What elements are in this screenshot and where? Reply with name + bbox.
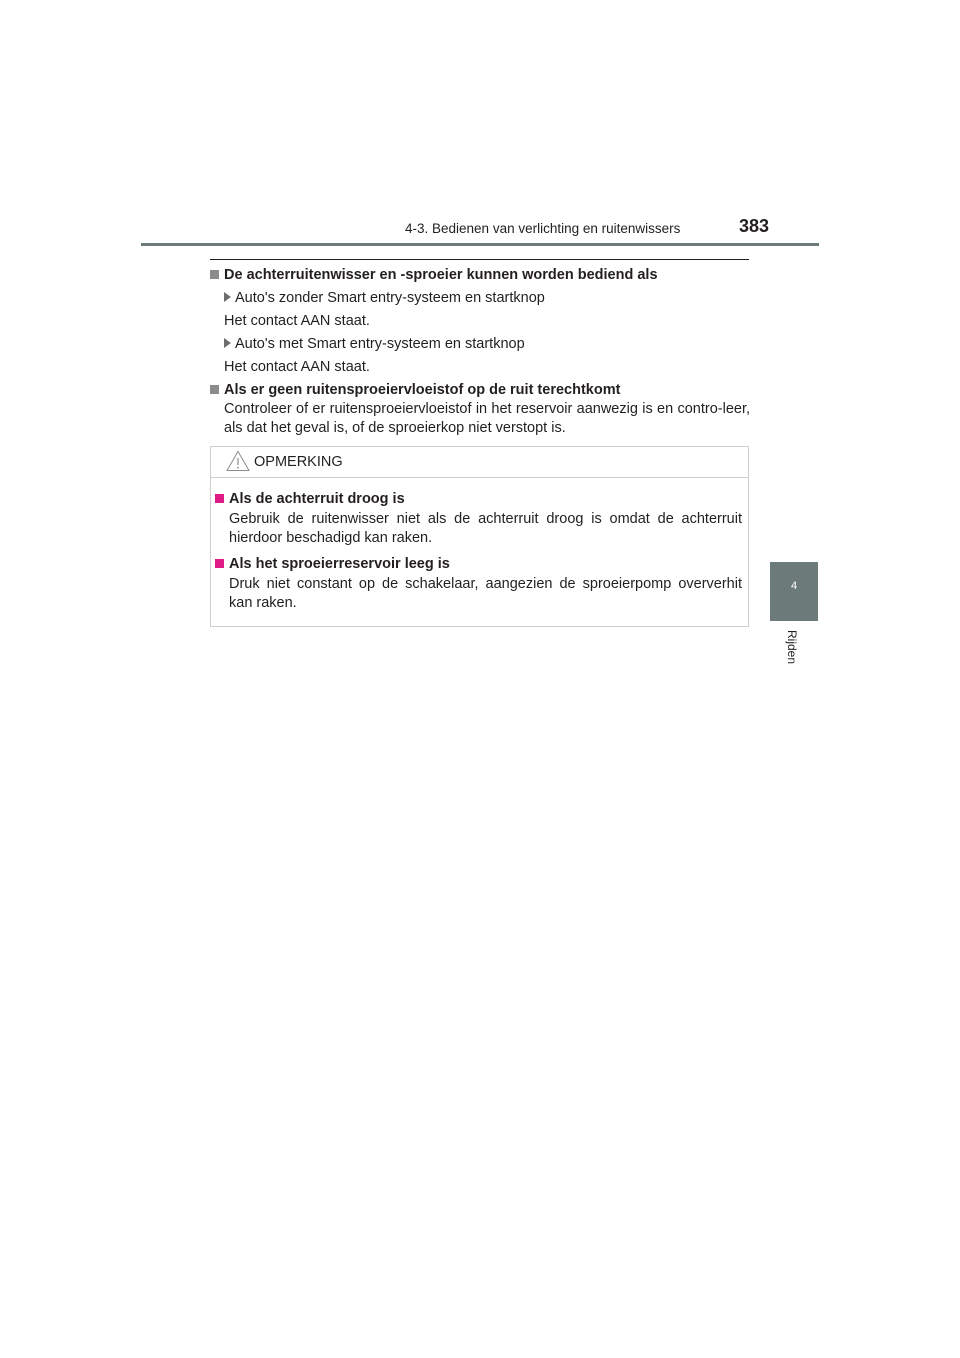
notice-box xyxy=(210,446,749,627)
triangle-bullet-icon xyxy=(224,338,231,348)
notice-heading-text: Als de achterruit droog is xyxy=(229,491,405,507)
chapter-label: Rijden xyxy=(785,630,799,665)
chapter-tab: 4 xyxy=(770,562,818,621)
notice-title: OPMERKING xyxy=(254,454,343,470)
header-rule xyxy=(141,243,819,246)
notice-header xyxy=(211,447,748,478)
section-heading xyxy=(210,381,750,400)
section-paragraph: Controleer of er ruitensproeiervloeistof in het reservoir aanwezig is en contro-leer, als dat het geval is, of de sproeierkop niet verstopt is. xyxy=(224,401,750,436)
notice-heading xyxy=(215,555,742,573)
notice-text: Gebruik de ruitenwisser niet als de achterruit droog is omdat de achterruit hierdoor beschadigd kan raken. xyxy=(229,511,742,546)
warning-triangle-icon xyxy=(226,450,250,472)
section-heading-text: De achterruitenwisser en -sproeier kunnen worden bediend als xyxy=(224,267,658,283)
square-bullet-icon xyxy=(210,385,219,394)
page-number: 383 xyxy=(739,216,770,236)
notice-heading xyxy=(215,490,742,508)
section-heading xyxy=(210,266,750,285)
list-item-text: Het contact AAN staat. xyxy=(224,359,370,375)
list-item-label: Auto's zonder Smart entry-systeem en startknop xyxy=(235,290,545,306)
section-header-title: 4-3. Bedienen van verlichting en ruitenwissers xyxy=(405,221,681,236)
notice-heading-text: Als het sproeierreservoir leeg is xyxy=(229,556,450,572)
main-content xyxy=(210,266,750,438)
square-bullet-icon xyxy=(210,270,219,279)
content-top-rule xyxy=(210,259,749,260)
list-item xyxy=(210,289,750,307)
section-heading-text: Als er geen ruitensproeiervloeistof op de ruit terechtkomt xyxy=(224,382,621,398)
triangle-bullet-icon xyxy=(224,292,231,302)
square-bullet-icon xyxy=(215,559,224,568)
notice-text: Druk niet constant op de schakelaar, aangezien de sproeierpomp oververhit kan raken. xyxy=(229,576,742,611)
notice-body xyxy=(211,478,748,613)
list-item xyxy=(210,335,750,353)
list-item-label: Auto's met Smart entry-systeem en startknop xyxy=(235,336,525,352)
list-item-text: Het contact AAN staat. xyxy=(224,313,370,329)
square-bullet-icon xyxy=(215,494,224,503)
